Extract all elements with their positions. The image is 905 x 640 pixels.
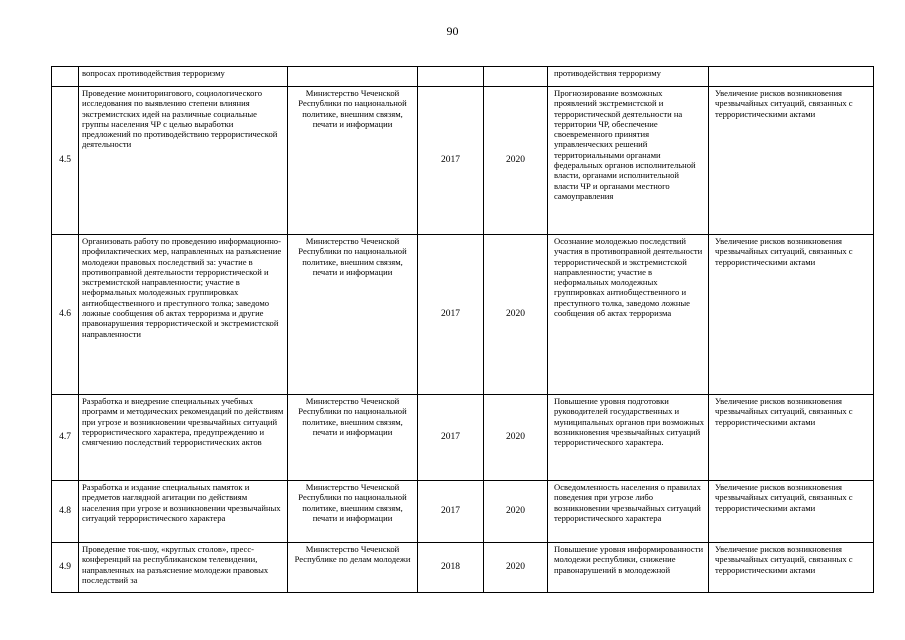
table-row: [52, 395, 874, 481]
measures-table: [51, 66, 874, 593]
risk-text: Увеличение рисков возникновения чрезвычайных ситуаций, связанных с террористическими актами: [715, 396, 853, 427]
result-text: Осознание молодежью последствий участия в противоправной деятельности террористической и экстремистской направленности; участие в неформальных молодежных группировках антиобщественного и преступного толка, заведомо ложные сообщения об актах терроризма: [554, 236, 703, 319]
start-year: 2018: [418, 543, 484, 593]
risk-text: Увеличение рисков возникновения чрезвычайных ситуаций, связанных с террористическими актами: [715, 88, 853, 119]
start-year: 2017: [418, 395, 484, 481]
end-year: 2020: [484, 481, 548, 543]
risk-text: Увеличение рисков возникновения чрезвычайных ситуаций, связанных с террористическими актами: [715, 482, 853, 513]
row-number: 4.8: [52, 481, 79, 543]
risk-text: Увеличение рисков возникновения чрезвычайных ситуаций, связанных с террористическими актами: [715, 544, 853, 575]
result-text: Повышение уровня подготовки руководителей государственных и муниципальных органов при возможных возникновения чрезвычайных ситуаций террористического характера.: [554, 396, 705, 448]
row-number: 4.5: [52, 87, 79, 235]
end-year: 2020: [484, 543, 548, 593]
result-text: Повышение уровня информированности молодежи республики, снижение правонарушений в молодежной: [554, 544, 704, 575]
executor-text: Министерство Чеченской Республики по национальной политике, внешним связям, печати и информации: [298, 396, 407, 437]
start-year: 2017: [418, 235, 484, 395]
event-text: Проведение ток-шоу, «круглых столов», пресс-конференций на республиканском телевидении, направленных на разъяснение молодежи правовых последствий за: [82, 544, 269, 585]
row-number: 4.6: [52, 235, 79, 395]
page-number: 90: [446, 24, 459, 38]
executor-text: Министерство Чеченской Республики по национальной политике, внешним связям, печати и информации: [298, 236, 407, 277]
risk-text: Увеличение рисков возникновения чрезвычайных ситуаций, связанных с террористическими актами: [715, 236, 853, 267]
end-year: 2020: [484, 87, 548, 235]
event-text: Разработка и издание специальных памяток и предметов наглядной агитации по действиям населения при угрозе и возникновении чрезвычайных ситуаций террористического характера: [82, 482, 281, 523]
table-row: [52, 235, 874, 395]
event-text: Проведение мониторингового, социологического исследования по выявлению степени влияния экстремистских идей на различные социальные группы населения ЧР с целью выработки предложений по противодействию террористической деятельности: [82, 88, 278, 150]
end-year: 2020: [484, 235, 548, 395]
row-number: 4.7: [52, 395, 79, 481]
result-text: Осведомленность населения о правилах поведения при угрозе либо возникновении чрезвычайных ситуаций террористического характера: [554, 482, 701, 523]
event-text: вопросах противодействия терроризму: [82, 68, 225, 78]
result-text: противодействия терроризму: [554, 68, 661, 78]
table-row: [52, 67, 874, 87]
event-text: Организовать работу по проведению информационно-профилактических мер, направленных на разъяснение молодежи правовых последствий за: участие в противоправной деятельности террористической и экстремистской направленности; участие в неформальных молодежных группировках антиобщественного и преступного толка; заведомо ложные сообщения об актах терроризма и другие правонарушения террористической и экстремистской направленности: [82, 236, 282, 339]
executor-text: Министерство Чеченской Республики по национальной политике, внешним связям, печати и информации: [298, 482, 407, 523]
table-row: [52, 481, 874, 543]
table-row: [52, 543, 874, 593]
result-text: Прогнозирование возможных проявлений экстремистской и террористической деятельности на территории ЧР, обеспечение своевременного принятия управленческих решений территориальными органами федеральных органов исполнительной власти, органами исполнительной власти ЧР и органами местного самоуправления: [554, 88, 696, 201]
executor-text: Министерство Чеченской Республике по делам молодежи: [294, 544, 411, 565]
executor-text: Министерство Чеченской Республики по национальной политике, внешним связям, печати и информации: [298, 88, 407, 129]
start-year: 2017: [418, 87, 484, 235]
start-year: 2017: [418, 481, 484, 543]
table-row: [52, 87, 874, 235]
event-text: Разработка и внедрение специальных учебных программ и методических рекомендаций по действиям при угрозе и возникновении чрезвычайных ситуаций террористического характера, предупреждению и смягчению последствий террористических актов: [82, 396, 284, 448]
end-year: 2020: [484, 395, 548, 481]
row-number: 4.9: [52, 543, 79, 593]
